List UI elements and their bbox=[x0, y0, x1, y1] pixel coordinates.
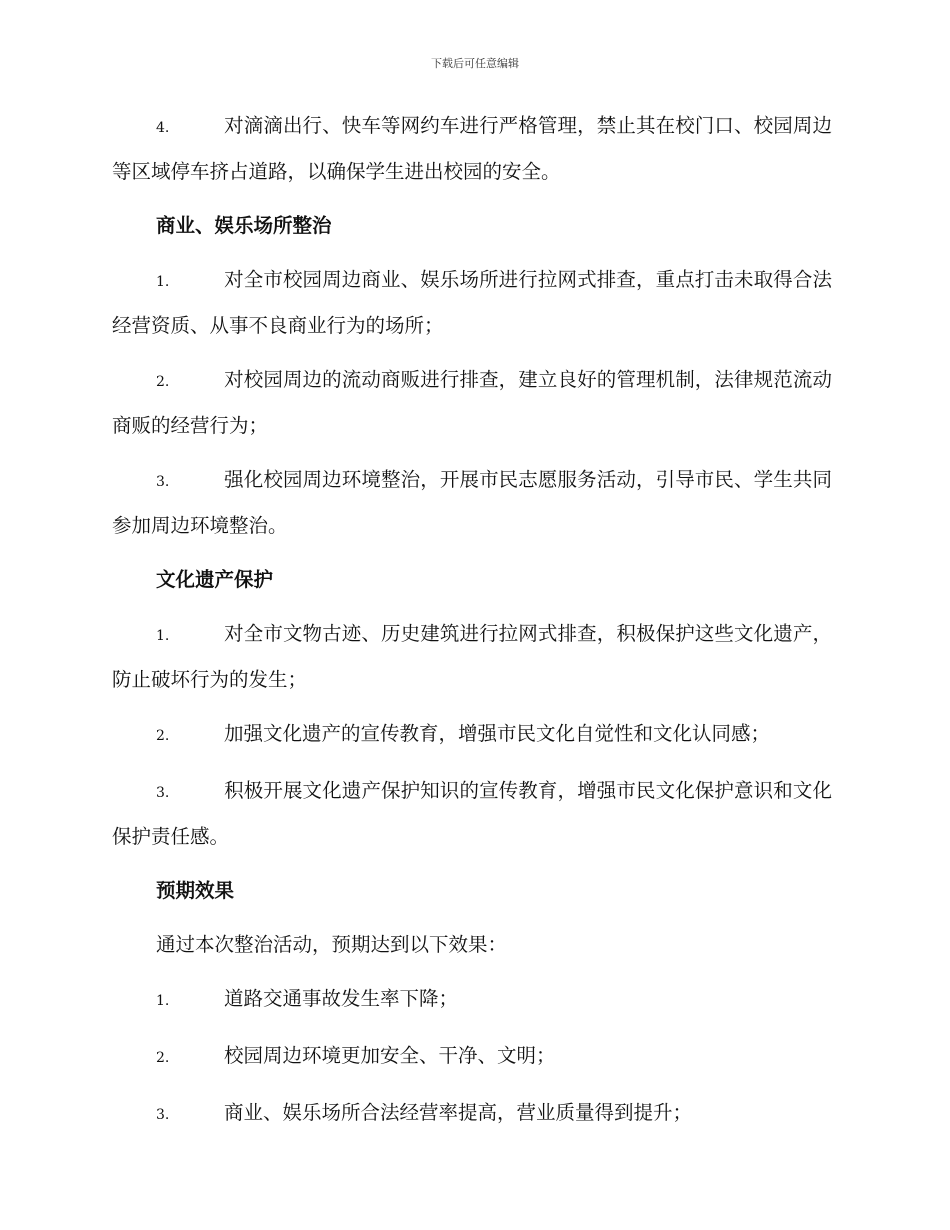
list-item bbox=[112, 1091, 832, 1137]
list-item bbox=[112, 258, 832, 347]
document-body bbox=[112, 104, 832, 1148]
list-number: 2. bbox=[156, 728, 170, 744]
list-number: 1. bbox=[156, 993, 170, 1009]
list-item bbox=[112, 458, 832, 547]
list-number: 1. bbox=[156, 274, 170, 290]
list-text: 对校园周边的流动商贩进行排查，建立良好的管理机制，法律规范流动商贩的经营行为； bbox=[112, 368, 832, 437]
section-heading-effects: 预期效果 bbox=[156, 879, 235, 902]
list-number: 1. bbox=[156, 628, 170, 644]
list-item bbox=[112, 104, 832, 193]
list-item bbox=[112, 769, 832, 858]
list-text: 对滴滴出行、快车等网约车进行严格管理，禁止其在校门口、校园周边等区域停车挤占道路，以确保学生进出校园的安全。 bbox=[112, 114, 832, 183]
list-item bbox=[112, 358, 832, 447]
list-text: 对全市文物古迹、历史建筑进行拉网式排查，积极保护这些文化遗产，防止破坏行为的发生； bbox=[112, 622, 832, 691]
list-item bbox=[112, 1034, 832, 1080]
list-number: 3. bbox=[156, 785, 170, 801]
section-heading-commerce: 商业、娱乐场所整治 bbox=[156, 214, 332, 237]
list-number: 3. bbox=[156, 474, 170, 490]
list-item bbox=[112, 977, 832, 1023]
list-text: 强化校园周边环境整治，开展市民志愿服务活动，引导市民、学生共同参加周边环境整治。 bbox=[112, 468, 832, 537]
list-number: 2. bbox=[156, 374, 170, 390]
section-heading-heritage: 文化遗产保护 bbox=[156, 568, 274, 591]
page-header: 下载后可任意编辑 bbox=[431, 57, 519, 70]
list-text: 积极开展文化遗产保护知识的宣传教育，增强市民文化保护意识和文化保护责任感。 bbox=[112, 779, 832, 848]
list-item bbox=[112, 612, 832, 701]
list-number: 3. bbox=[156, 1107, 170, 1123]
list-text: 道路交通事故发生率下降； bbox=[224, 987, 459, 1010]
list-number: 4. bbox=[156, 120, 170, 136]
list-item bbox=[112, 712, 832, 758]
intro-paragraph: 通过本次整治活动，预期达到以下效果： bbox=[156, 933, 508, 956]
list-number: 2. bbox=[156, 1050, 170, 1066]
list-text: 对全市校园周边商业、娱乐场所进行拉网式排查，重点打击未取得合法经营资质、从事不良商业行为的场所； bbox=[112, 268, 832, 337]
list-text: 商业、娱乐场所合法经营率提高，营业质量得到提升； bbox=[224, 1101, 693, 1124]
list-text: 加强文化遗产的宣传教育，增强市民文化自觉性和文化认同感； bbox=[224, 722, 771, 745]
list-text: 校园周边环境更加安全、干净、文明； bbox=[224, 1044, 556, 1067]
